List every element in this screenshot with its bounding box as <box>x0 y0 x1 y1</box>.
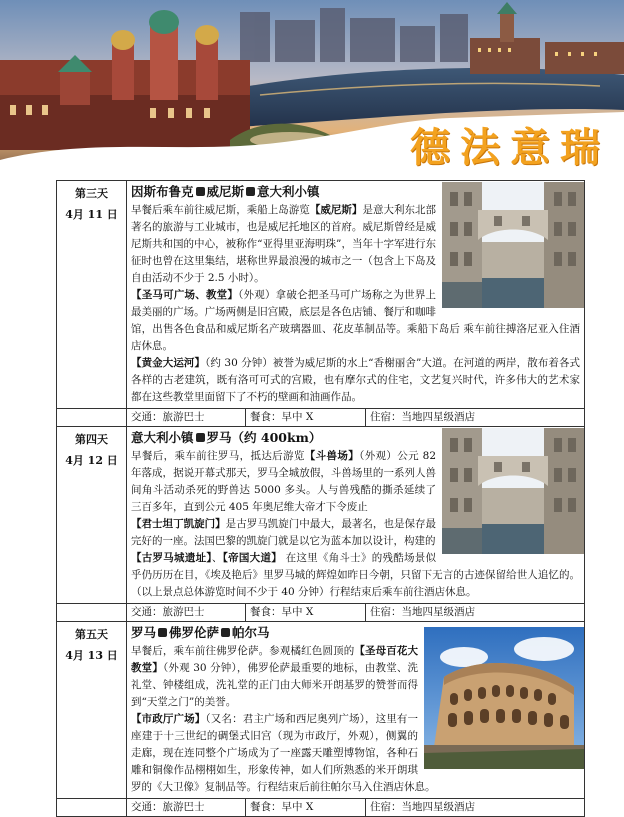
day-paragraph: 【君士坦丁凯旋门】是古罗马凯旋门中最大，最著名，也是保存最完好的一座。法国巴黎的凯旋门就是以它为蓝本加以设计，构建的 <box>131 518 437 547</box>
route-stop: 意大利小镇 <box>257 184 320 199</box>
day-cell <box>57 622 127 799</box>
day-date: 4月 12 日 <box>65 454 118 467</box>
day-paragraph: 【市政厅广场】（又名：君主广场和西尼奥列广场），这里有一座建于十三世纪的碉堡式旧宫（现为市政厅，外观），侧翼的走廊，现在连同整个广场成为了一座露天雕塑博物馆，各种石雕和铜像作品栩栩如生，形象传神，如人们所熟悉的米开朗琪罗的《大卫像》复制品等。行程结束后前往帕尔马入住酒店休息。 <box>131 713 436 793</box>
route-stop: 意大利小镇 <box>131 430 194 445</box>
day-label: 第五天 <box>75 628 108 641</box>
day-row <box>57 427 585 604</box>
route-separator-icon <box>158 628 167 637</box>
day-cell <box>57 181 127 409</box>
route-stop: 佛罗伦萨 <box>169 625 220 640</box>
meals-cell: 餐食：早中 X <box>246 799 366 817</box>
day-paragraph: 【黄金大运河】（约 30 分钟）被誉为威尼斯的水上“香榭丽舍”大道。在河道的两岸，散布着各式各样的古老建筑，既有洛可可式的宫殿，也有摩尔式的住宅，文艺复兴时代，许多伟大的艺术家都在这些教堂里面留下了不朽的壁画和油画作品。 <box>131 357 581 403</box>
day-label: 第三天 <box>75 187 108 200</box>
meals-cell: 餐食：早中 X <box>246 604 366 622</box>
route-separator-icon <box>196 187 205 196</box>
transport-cell: 交通：旅游巴士 <box>127 604 246 622</box>
day-row <box>57 181 585 409</box>
hotel-cell: 住宿：当地四星级酒店 <box>366 604 585 622</box>
hotel-cell: 住宿：当地四星级酒店 <box>366 799 585 817</box>
route-separator-icon <box>221 628 230 637</box>
route-stop: 因斯布鲁克 <box>131 184 194 199</box>
day-row <box>57 622 585 799</box>
day-paragraph: 早餐后乘车前往威尼斯，乘船上岛游览【威尼斯】是意大利东北部著名的旅游与工业城市，也是威尼托地区的首府。威尼斯曾经是威尼斯共和国的中心，被称作“亚得里亚海明珠”，当年十字军进行东征时也曾在这里集结，堪称世界最浪漫的城市之一（包含上下岛及自由活动不少于 2.5 小时）。 <box>131 204 437 284</box>
day-date: 4月 13 日 <box>65 649 118 662</box>
colosseum-photo <box>424 627 584 769</box>
route-stop: 威尼斯 <box>206 184 245 199</box>
meals-cell: 餐食：早中 X <box>246 409 366 427</box>
day-content <box>127 181 585 409</box>
day-content <box>127 622 585 799</box>
banner-title: 德法意瑞 <box>410 125 610 171</box>
route-stop: 帕尔马 <box>232 625 270 640</box>
hotel-cell: 住宿：当地四星级酒店 <box>366 409 585 427</box>
day-footer <box>57 604 585 622</box>
route-stop: 罗马（约 400km） <box>206 430 322 445</box>
bridge-of-sighs-photo <box>442 182 584 308</box>
bridge-of-sighs-photo <box>442 428 584 554</box>
transport-cell: 交通：旅游巴士 <box>127 799 246 817</box>
route-separator-icon <box>246 187 255 196</box>
route-stop: 罗马 <box>131 625 157 640</box>
day-paragraph: 【古罗马城遗址】、【帝国大道】 在这里《角斗士》的残酷场景似乎仍历历在目，《埃及艳后》里罗马城的辉煌如昨日今朝，只留下无言的古迹保留给世人追忆的。（以上景点总体游览时间不少于 40 分钟）行程结束后乘车前往酒店休息。 <box>131 552 581 598</box>
itinerary-table <box>56 180 585 817</box>
transport-cell: 交通：旅游巴士 <box>127 409 246 427</box>
day-paragraph: 早餐后，乘车前往佛罗伦萨。参观橘红色圆顶的【圣母百花大教堂】（外观 30 分钟），佛罗伦萨最重要的地标，由教堂、洗礼堂、钟楼组成，洗礼堂的正门由大师米开朗基罗的赞誉而得到“天堂之门”的美誉。 <box>131 645 419 708</box>
day-cell <box>57 427 127 604</box>
route-separator-icon <box>196 433 205 442</box>
header-banner <box>0 0 624 175</box>
day-footer <box>57 409 585 427</box>
day-footer <box>57 799 585 817</box>
day-date: 4月 11 日 <box>65 208 118 221</box>
day-paragraph: 【圣马可广场、教堂】（外观）拿破仑把圣马可广场称之为世界上最美丽的广场。广场两侧是旧宫殿，底层是各色店铺、餐厅和咖啡馆，出售各色食品和威尼斯名产玻璃器皿、花皮革制品等。乘船下岛后 乘车前往搏洛尼亚入住酒店休息。 <box>131 289 581 352</box>
day-content <box>127 427 585 604</box>
day-label: 第四天 <box>75 433 108 446</box>
day-paragraph: 早餐后，乘车前往罗马，抵达后游览【斗兽场】（外观）公元 82 年落成，据说开幕式那天，罗马全城放假，斗兽场里的一系列人兽间角斗活动杀死的野兽达 5000 多头。人与兽残酷的撕杀延续了三百多年，直到公元 405 年奥尼维大帝才下令废止 <box>131 450 437 513</box>
